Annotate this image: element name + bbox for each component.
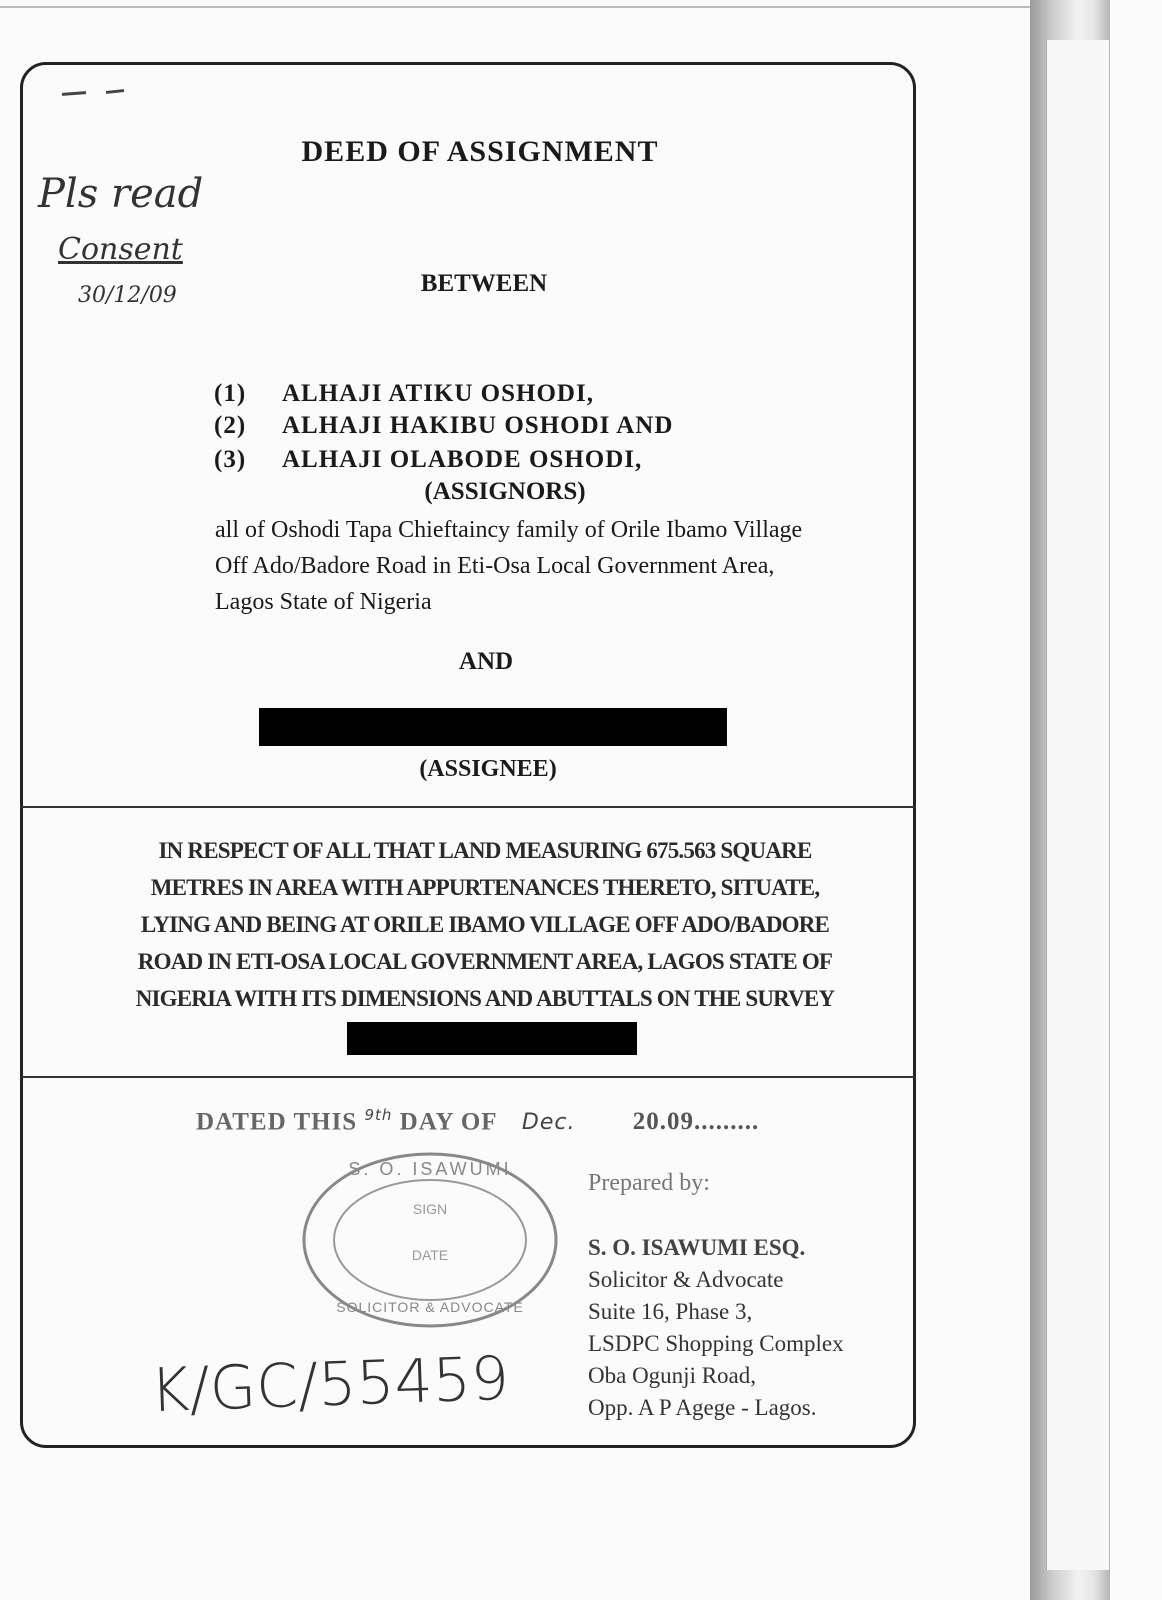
dated-line: DATED THIS $^{9th}$ DAY OF Dec. 20.09......... (196, 1106, 760, 1136)
solicitor-block: S. O. ISAWUMI ESQ. Solicitor & Advocate Suite 16, Phase 3, LSDPC Shopping Complex Oba Ogunji Road, Opp. A P Agege - Lagos. (588, 1232, 844, 1424)
party-3: (3) ALHAJI OLABODE OSHODI, (214, 446, 643, 473)
assignors-label: (ASSIGNORS) (424, 478, 586, 505)
handwritten-reference: K/GC/55459 (148, 1343, 511, 1427)
party-2: (2) ALHAJI HAKIBU OSHODI AND (214, 412, 674, 439)
redacted-assignee-name (259, 708, 727, 746)
stamp-bottom-text: SOLICITOR & ADVOCATE (336, 1299, 524, 1315)
divider (20, 806, 916, 808)
document-title: DEED OF ASSIGNMENT (301, 135, 659, 168)
stamp-sign-label: SIGN (412, 1201, 448, 1217)
stamp-date-label: DATE (411, 1247, 449, 1263)
margin-note-date: 30/12/09 (78, 283, 177, 308)
property-description: IN RESPECT OF ALL THAT LAND MEASURING 675.563 SQUARE METRES IN AREA WITH APPURTENANCES THERETO, SITUATE, LYING AND BEING AT ORILE IBAMO VILLAGE OFF ADO/BADORE ROAD IN ETI-OSA LOCAL GOVERNMENT AREA, LAGOS STATE OF NIGERIA WITH ITS DIMENSIONS AND ABUTTALS ON THE SURVEY (135, 838, 835, 1011)
redacted-survey-number (347, 1022, 637, 1055)
assignee-label: (ASSIGNEE) (419, 756, 557, 782)
margin-note-line1: Pls read (38, 171, 204, 217)
assignors-address: all of Oshodi Tapa Chieftaincy family of Orile Ibamo Village Off Ado/Badore Road in Eti-Osa Local Government Area, Lagos State of Nigeria (215, 517, 803, 615)
margin-note-line2: Consent (58, 232, 183, 267)
scan-edge (0, 6, 1030, 8)
party-1: (1) ALHAJI ATIKU OSHODI, (214, 380, 594, 407)
between-heading: BETWEEN (420, 270, 548, 297)
solicitor-stamp (300, 1150, 560, 1330)
underlying-page (1046, 40, 1109, 1570)
stamp-top-text: S. O. ISAWUMI (348, 1159, 512, 1179)
prepared-by-label: Prepared by: (588, 1170, 710, 1196)
and-heading: AND (458, 648, 514, 675)
solicitor-name: S. O. ISAWUMI ESQ. (588, 1235, 806, 1260)
divider (20, 1076, 916, 1078)
